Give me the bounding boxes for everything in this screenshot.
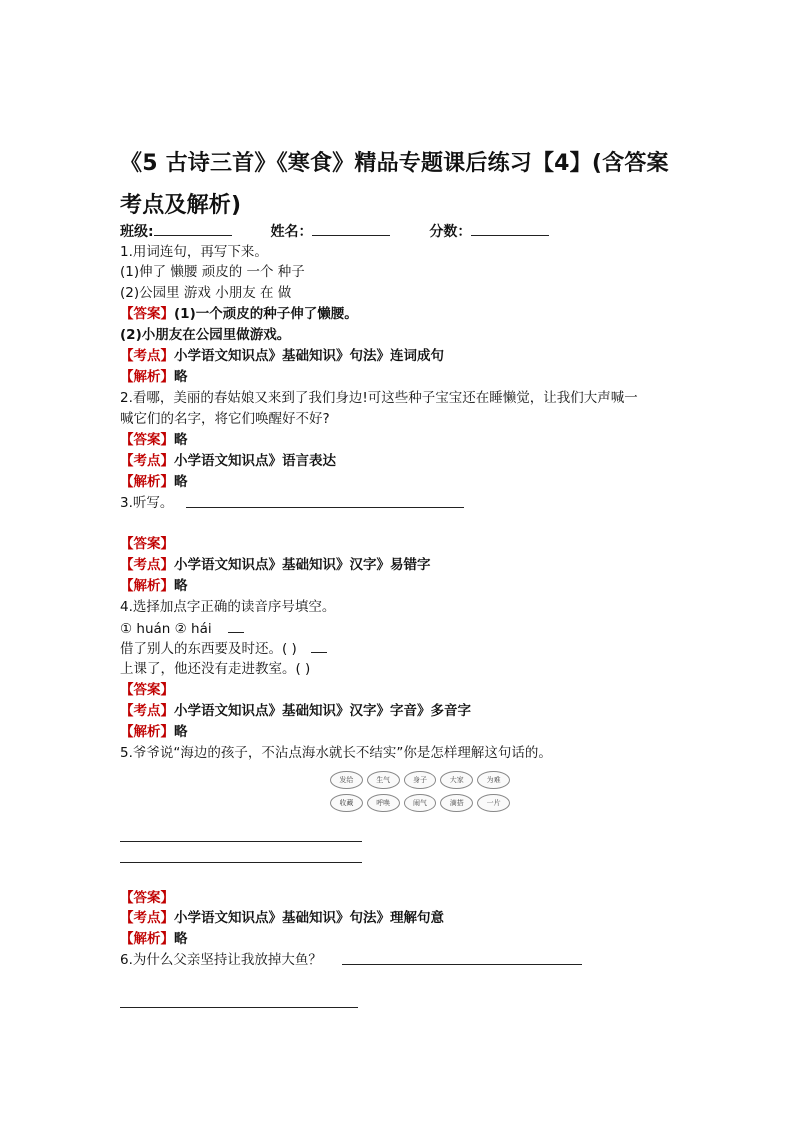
q3-stem [120,493,173,513]
word-chips-figure [330,771,510,817]
q1-answer-1: (1)一个顽皮的种子伸了懒腰。 [174,306,358,322]
q5-analysis-text: 略 [174,931,188,947]
q2-point-text: 小学语文知识点》语言表达 [174,453,336,469]
word-chip: 为难 [477,771,510,789]
word-chip: 呼唤 [367,794,400,812]
q2-answer-text: 略 [174,432,188,448]
q6-answer-line-1[interactable] [342,964,582,965]
q3-point [120,555,431,575]
word-chip: 滴搭 [440,794,473,812]
q3-analysis-text: 略 [174,578,188,594]
q4-answer [120,680,174,700]
answer-tag: 【答案】 [120,432,174,448]
q5-answer [120,888,174,908]
q5-answer-line-2[interactable] [120,862,362,863]
q5-analysis [120,929,188,949]
q6-stem-text: 6.为什么父亲坚持让我放掉大鱼？ [120,952,322,968]
analysis-tag: 【解析】 [120,724,174,740]
q3-answer-line[interactable] [186,507,464,508]
q6-stem [120,950,322,970]
name-blank[interactable] [312,221,390,236]
q1-answer-2: (2)小朋友在公园里做游戏。 [120,327,291,343]
chip-row-1 [330,771,510,789]
q4-stem: 4.选择加点字正确的读音序号填空。 [120,599,336,615]
word-chip: 大家 [440,771,473,789]
q4-options [120,618,244,639]
point-tag: 【考点】 [120,348,174,364]
q6-answer-line-2[interactable] [120,1007,358,1008]
q1-point-text: 小学语文知识点》基础知识》句法》连词成句 [174,348,444,364]
q5-stem: 5.爷爷说“海边的孩子，不沾点海水就长不结实”你是怎样理解这句话的。 [120,745,552,761]
q2-analysis-text: 略 [174,474,188,490]
q5-answer-line-1[interactable] [120,841,362,842]
page-title: 《5 古诗三首》《寒食》精品专题课后练习【4】(含答案考点及解析) [120,151,669,218]
q4-item-2: 上课了，他还没有走进教室。( ) [120,661,311,677]
q1-item-2: (2)公园里 游戏 小朋友 在 做 [120,285,292,301]
q4-analysis [120,722,188,742]
analysis-tag: 【解析】 [120,474,174,490]
q1-analysis [120,367,188,387]
word-chip: 收藏 [330,794,363,812]
q2-analysis [120,472,188,492]
point-tag: 【考点】 [120,703,174,719]
q4-point-text: 小学语文知识点》基础知识》汉字》字音》多音字 [174,703,471,719]
point-tag: 【考点】 [120,453,174,469]
q4-item-1-text: 借了别人的东西要及时还。( ) [120,641,297,657]
analysis-tag: 【解析】 [120,369,174,385]
q4-analysis-text: 略 [174,724,188,740]
word-chip: 闹气 [404,794,437,812]
answer-tag: 【答案】 [120,536,174,552]
q1-answer [120,304,358,324]
q3-answer [120,534,174,554]
analysis-tag: 【解析】 [120,578,174,594]
score-blank[interactable] [471,221,549,236]
q4-options-text: ① huán ② hái [120,621,212,637]
q2-stem-line-2: 喊它们的名字，将它们唤醒好不好? [120,411,330,427]
point-tag: 【考点】 [120,557,174,573]
answer-tag: 【答案】 [120,306,174,322]
q1-stem: 1.用词连句，再写下来。 [120,244,268,260]
analysis-tag: 【解析】 [120,931,174,947]
answer-tag: 【答案】 [120,682,174,698]
q4-item-1-blank[interactable] [311,638,327,653]
word-chip: 发给 [330,771,363,789]
score-label: 分数： [429,224,472,240]
q3-analysis [120,576,188,596]
q4-item-1 [120,638,327,659]
class-field[interactable] [120,221,232,242]
class-blank[interactable] [154,221,232,236]
point-tag: 【考点】 [120,910,174,926]
q2-point [120,451,336,471]
q2-stem-line-1: 2.看哪，美丽的春姑娘又来到了我们身边!可这些种子宝宝还在睡懒觉，让我们大声喊一 [120,390,638,406]
word-chip: 身子 [404,771,437,789]
chip-row-2 [330,794,510,812]
q1-item-1: (1)伸了 懒腰 顽皮的 一个 种子 [120,264,305,280]
q5-point-text: 小学语文知识点》基础知识》句法》理解句意 [174,910,444,926]
student-info-row [120,221,549,242]
word-chip: 生气 [367,771,400,789]
q2-answer [120,430,188,450]
q3-stem-text: 3.听写。 [120,495,174,511]
word-chip: 一片 [477,794,510,812]
answer-tag: 【答案】 [120,890,174,906]
name-label: 姓名： [270,224,313,240]
q5-point [120,908,444,928]
q4-options-blank[interactable] [228,618,244,633]
q3-point-text: 小学语文知识点》基础知识》汉字》易错字 [174,557,431,573]
class-label: 班级: [120,224,154,240]
name-field[interactable] [270,221,390,242]
score-field[interactable] [429,221,549,242]
q4-point [120,701,471,721]
q1-point [120,346,444,366]
q1-analysis-text: 略 [174,369,188,385]
